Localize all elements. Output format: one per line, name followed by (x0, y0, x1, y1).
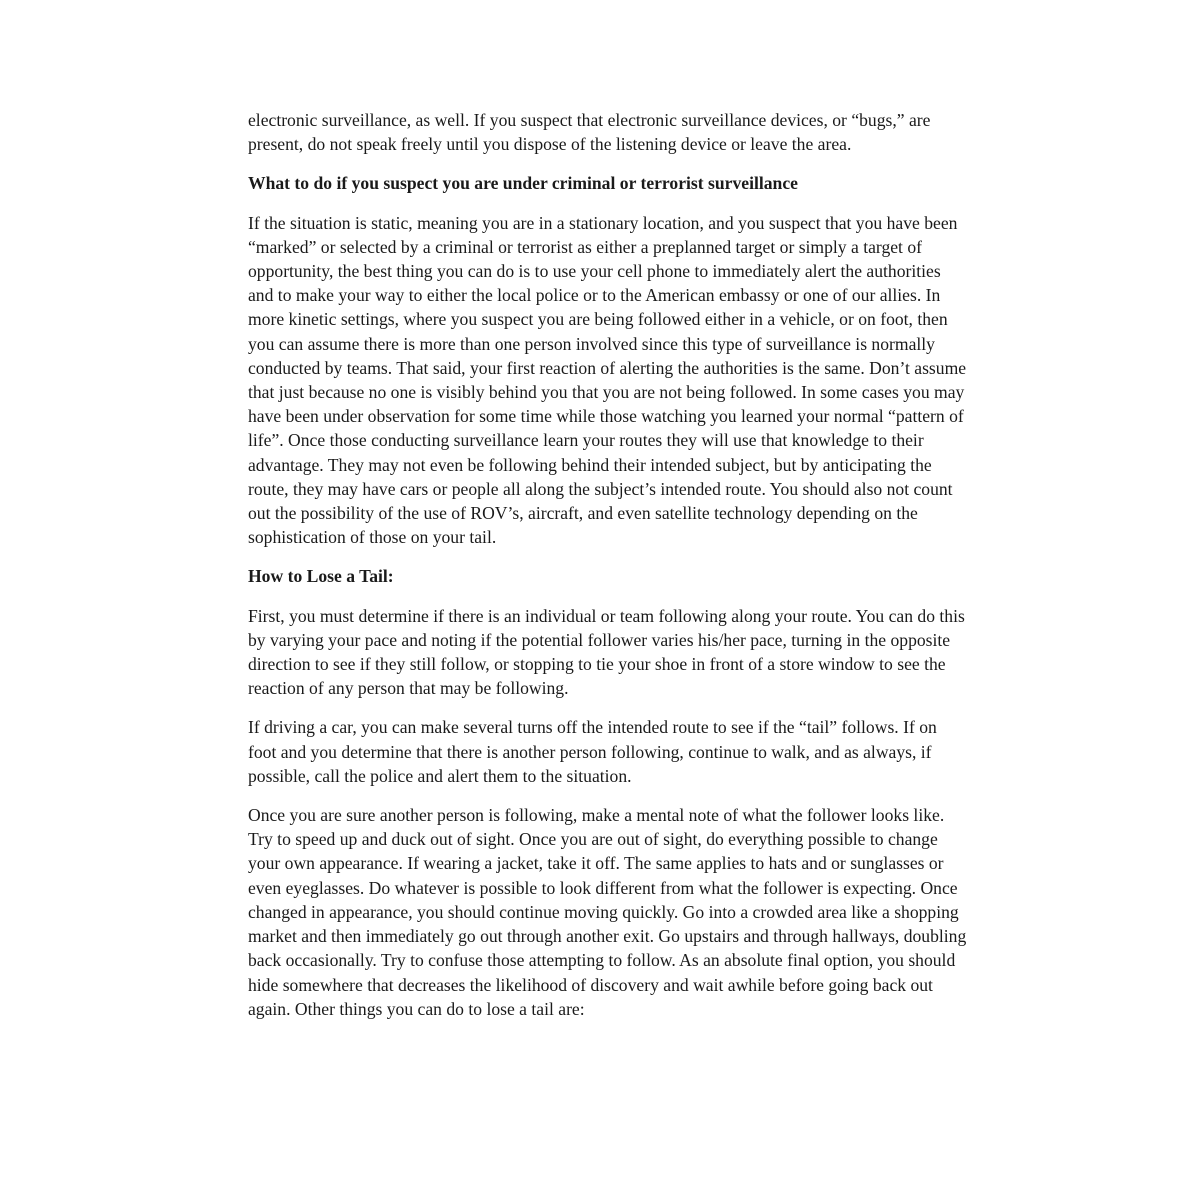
document-page (248, 108, 968, 1036)
heading-suspect-surveillance: What to do if you suspect you are under criminal or terrorist surveillance (248, 173, 798, 194)
paragraph-surveillance-devices: electronic surveillance, as well. If you suspect that electronic surveillance devices, or “bugs,” are present, do not speak freely until you dispose of the listening device or leave the area. (248, 110, 931, 155)
paragraph-static-situation: If the situation is static, meaning you are in a stationary location, and you suspect that you have been “marked” or selected by a criminal or terrorist as either a preplanned target or simply a target of opportunity, the best thing you can do is to use your cell phone to immediately alert the authorities and to make your way to either the local police or to the American embassy or one of our allies. In more kinetic settings, where you suspect you are being followed either in a vehicle, or on foot, then you can assume there is more than one person involved since this type of surveillance is normally conducted by teams. That said, your first reaction of alerting the authorities is the same. Don’t assume that just because no one is visibly behind you that you are not being followed. In some cases you may have been under observation for some time while those watching you learned your normal “pattern of life”. Once those conducting surveillance learn your routes they will use that knowledge to their advantage. They may not even be following behind their intended subject, but by anticipating the route, they may have cars or people all along the subject’s intended route. You should also not count out the possibility of the use of ROV’s, aircraft, and even satellite technology depending on the sophistication of those on your tail. (248, 212, 967, 548)
paragraph-change-appearance: Once you are sure another person is following, make a mental note of what the follower looks like. Try to speed up and duck out of sight. Once you are out of sight, do everything possible to change your own appearance. If wearing a jacket, take it off. The same applies to hats and or sunglasses or even eyeglasses. Do whatever is possible to look different from what the follower is expecting. Once changed in appearance, you should continue moving quickly. Go into a crowded area like a shopping market and then immediately go out through another exit. Go upstairs and through hallways, doubling back occasionally. Try to confuse those attempting to follow. As an absolute final option, you should hide somewhere that decreases the likelihood of discovery and wait awhile before going back out again. Other things you can do to lose a tail are: (248, 805, 967, 1019)
paragraph-determine-follower: First, you must determine if there is an individual or team following along your route. You can do this by varying your pace and noting if the potential follower varies his/her pace, turning in the opposite direction to see if they still follow, or stopping to tie your shoe in front of a store window to see the reaction of any person that may be following. (248, 605, 965, 699)
heading-lose-a-tail: How to Lose a Tail: (248, 566, 394, 587)
paragraph-driving-a-car: If driving a car, you can make several turns off the intended route to see if the “tail” follows. If on foot and you determine that there is another person following, continue to walk, and as always, if possible, call the police and alert them to the situation. (248, 717, 937, 786)
